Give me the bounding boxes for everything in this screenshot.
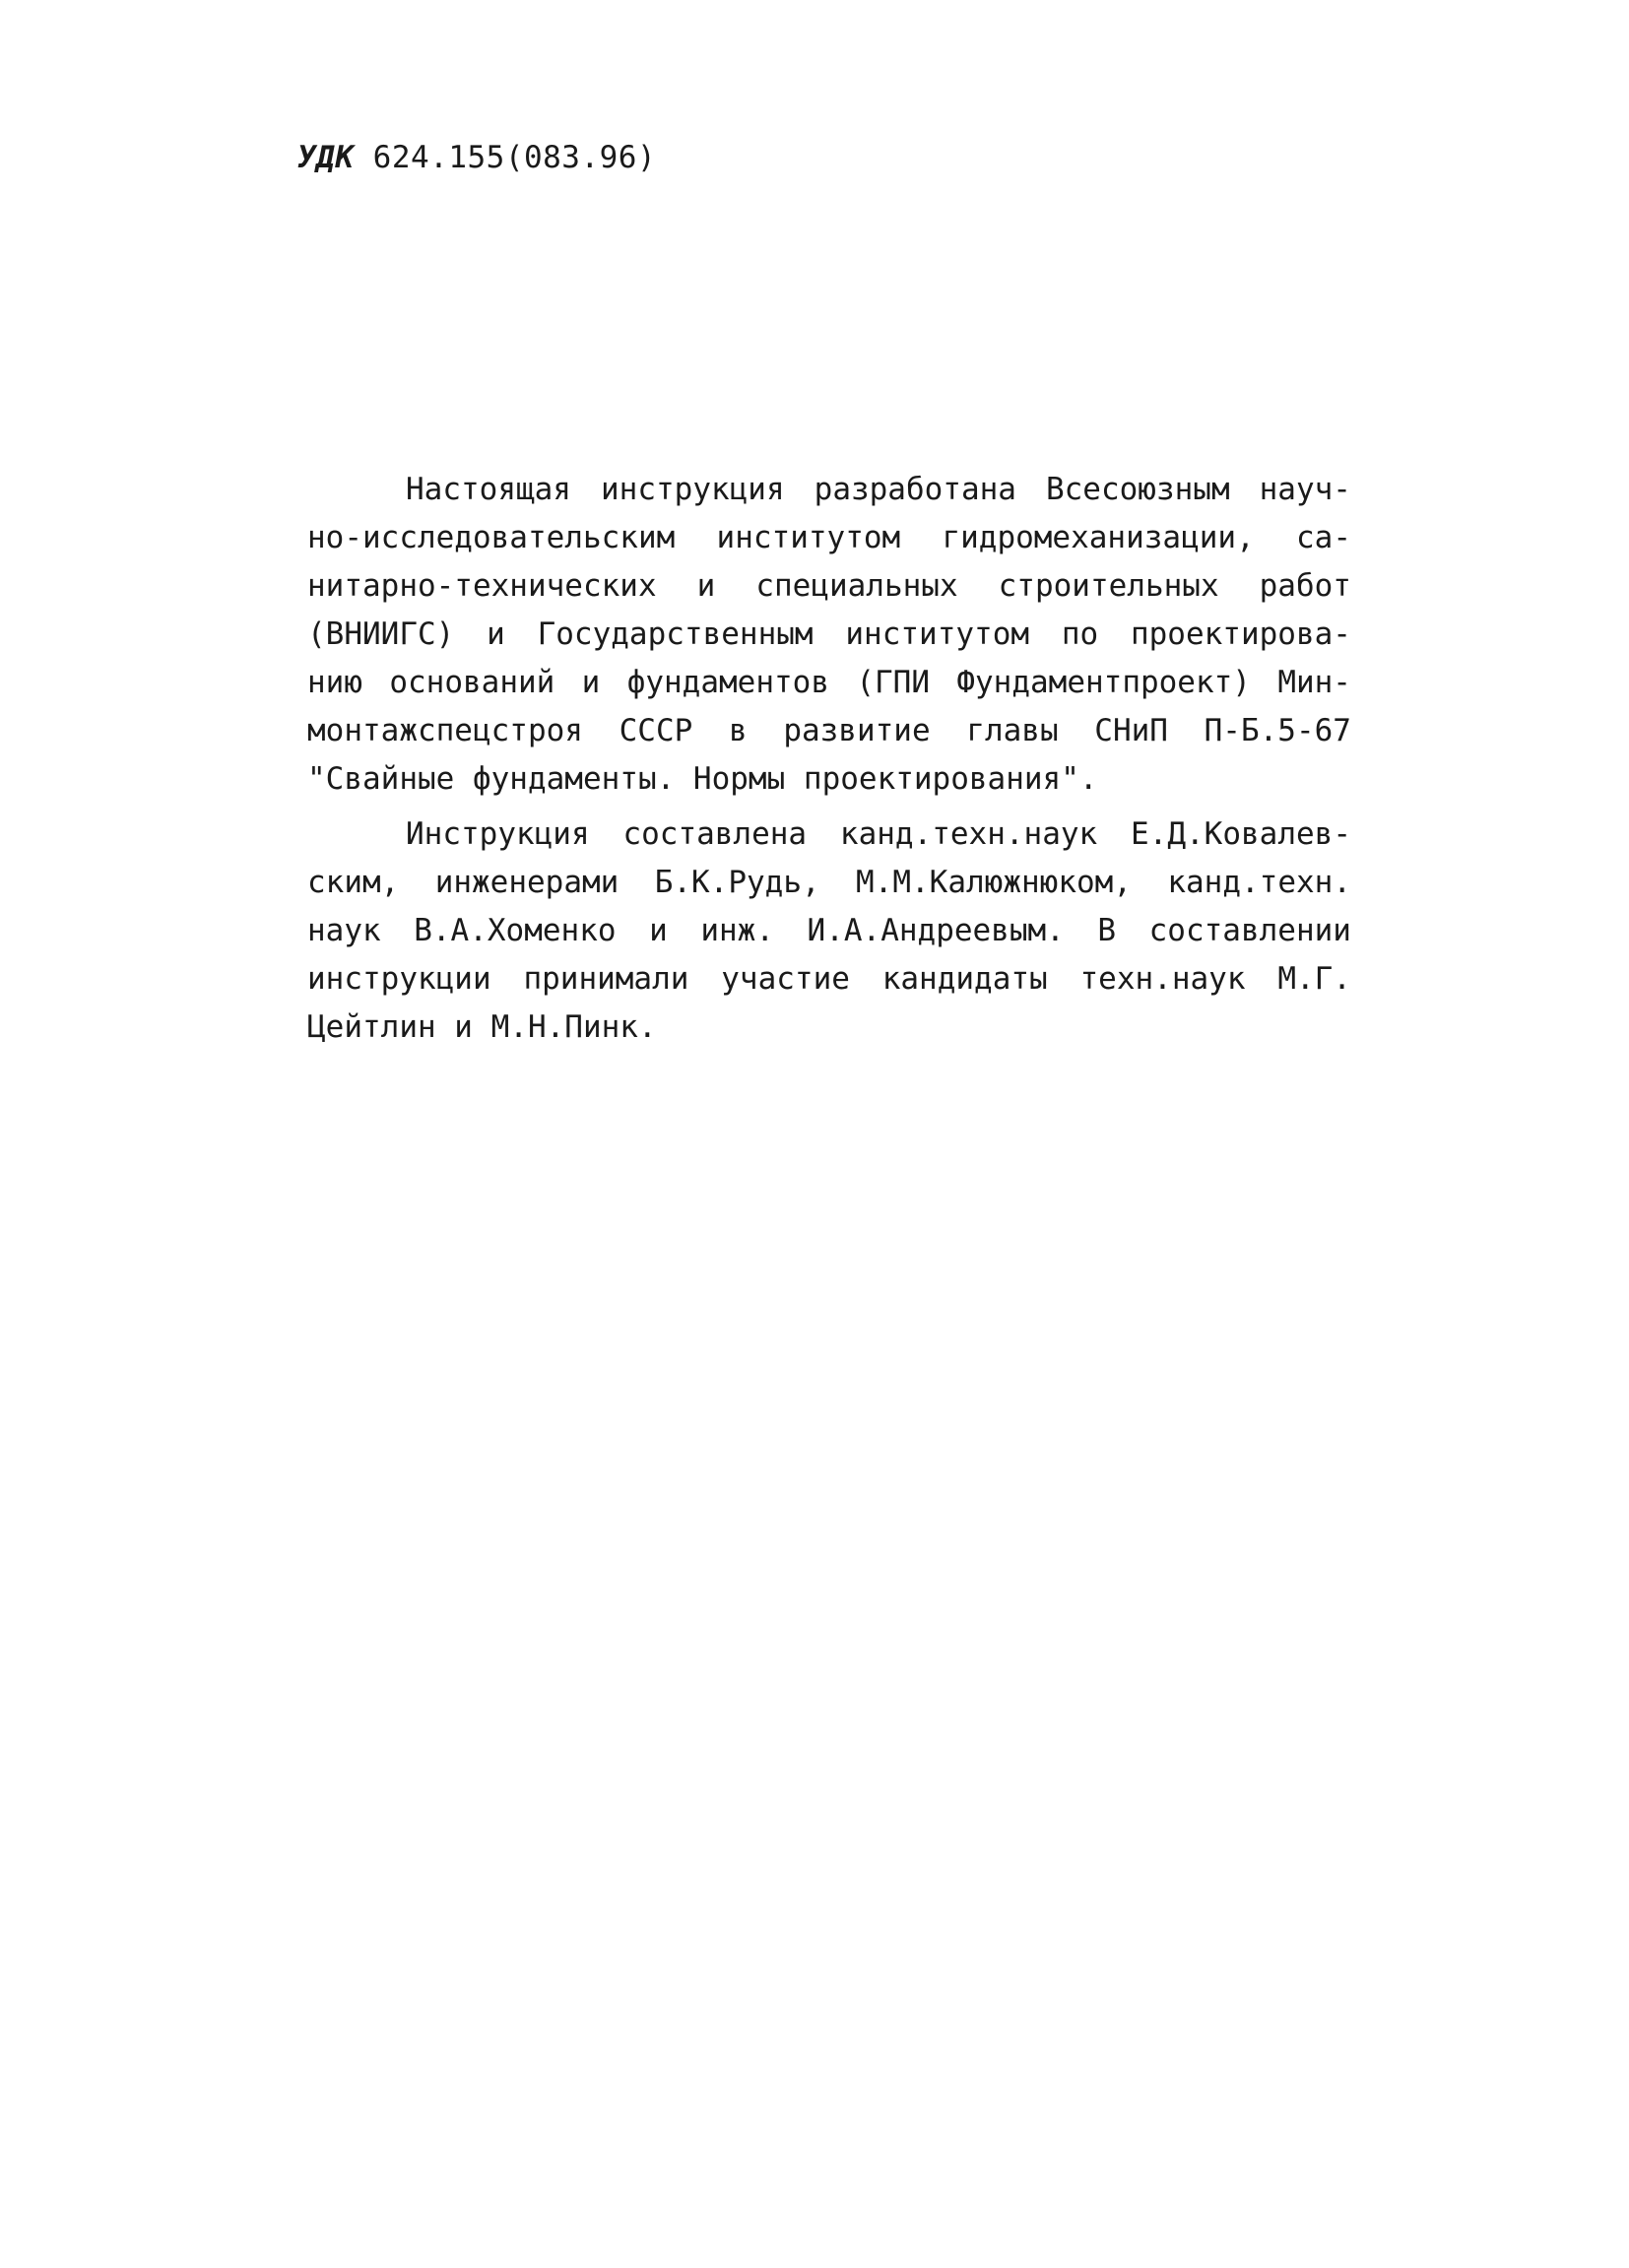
word: Всесоюзным	[1045, 472, 1230, 507]
text-line: Цейтлин и М.Н.Пинк.	[307, 1009, 657, 1045]
word: развитие	[783, 713, 931, 748]
text-line	[307, 810, 1351, 859]
word: институтом	[845, 616, 1030, 652]
udk-label: УДК	[297, 140, 355, 175]
word: наук	[307, 913, 381, 948]
word: ским,	[307, 865, 400, 900]
udk-code: 624.155(083.96)	[372, 140, 657, 175]
word: оснований	[389, 665, 555, 700]
text-line	[307, 659, 1351, 707]
text-line	[307, 466, 1351, 514]
word: нию	[307, 665, 362, 700]
word: составлена	[622, 816, 808, 852]
word: участие	[721, 961, 850, 997]
word: Б.К.Рудь,	[654, 865, 820, 900]
word: и	[696, 568, 716, 604]
word: принимали	[523, 961, 689, 997]
text-line	[307, 514, 1351, 562]
word: инж.	[700, 913, 774, 948]
word: нитарно-технических	[307, 568, 657, 604]
word: (ВНИИГС)	[307, 616, 455, 652]
word: Настоящая	[406, 472, 571, 507]
text-line	[307, 955, 1351, 1004]
word: са-	[1296, 520, 1351, 555]
word: Фундаментпроект)	[956, 665, 1251, 700]
word: Мин-	[1277, 665, 1351, 700]
text-line	[307, 859, 1351, 907]
word: специальных	[755, 568, 958, 604]
text-line	[307, 562, 1351, 611]
word: кандидаты	[881, 961, 1048, 997]
word: М.М.Калюжнюком,	[856, 865, 1132, 900]
word: И.А.Андреевым.	[807, 913, 1065, 948]
word: фундаментов	[626, 665, 829, 700]
word: работ	[1259, 568, 1351, 604]
word: строительных	[998, 568, 1219, 604]
paragraph-development	[307, 466, 1351, 804]
word: канд.техн.наук	[839, 816, 1098, 852]
paragraph-authors	[307, 810, 1351, 1052]
word: канд.техн.	[1167, 865, 1351, 900]
text-line	[307, 907, 1351, 955]
word: В	[1097, 913, 1117, 948]
word: но-исследовательским	[307, 520, 676, 555]
word: институтом	[716, 520, 901, 555]
word: инженерами	[434, 865, 619, 900]
word: (ГПИ	[856, 665, 930, 700]
word: по	[1061, 616, 1099, 652]
word: в	[728, 713, 748, 748]
word: Государственным	[537, 616, 814, 652]
word: В.А.Хоменко	[414, 913, 617, 948]
word: разработана	[814, 472, 1016, 507]
word: СССР	[619, 713, 693, 748]
word: науч-	[1259, 472, 1351, 507]
word: составлении	[1148, 913, 1351, 948]
word: Инструкция	[406, 816, 590, 852]
word: проектирова-	[1130, 616, 1351, 652]
word: монтажспецстроя	[307, 713, 583, 748]
text-line: "Свайные фундаменты. Нормы проектирования".	[307, 761, 1098, 797]
word: и	[649, 913, 668, 948]
text-line	[307, 611, 1351, 659]
udk-index	[297, 140, 656, 175]
word: и	[487, 616, 505, 652]
word: техн.наук	[1079, 961, 1246, 997]
word: СНиП	[1094, 713, 1168, 748]
word: гидромеханизации,	[942, 520, 1255, 555]
text-line	[307, 707, 1351, 755]
word: Е.Д.Ковалев-	[1131, 816, 1351, 852]
word: М.Г.	[1277, 961, 1351, 997]
word: инструкции	[307, 961, 491, 997]
word: главы	[966, 713, 1059, 748]
word: инструкция	[601, 472, 785, 507]
word: П-Б.5-67	[1204, 713, 1351, 748]
word: и	[581, 665, 601, 700]
